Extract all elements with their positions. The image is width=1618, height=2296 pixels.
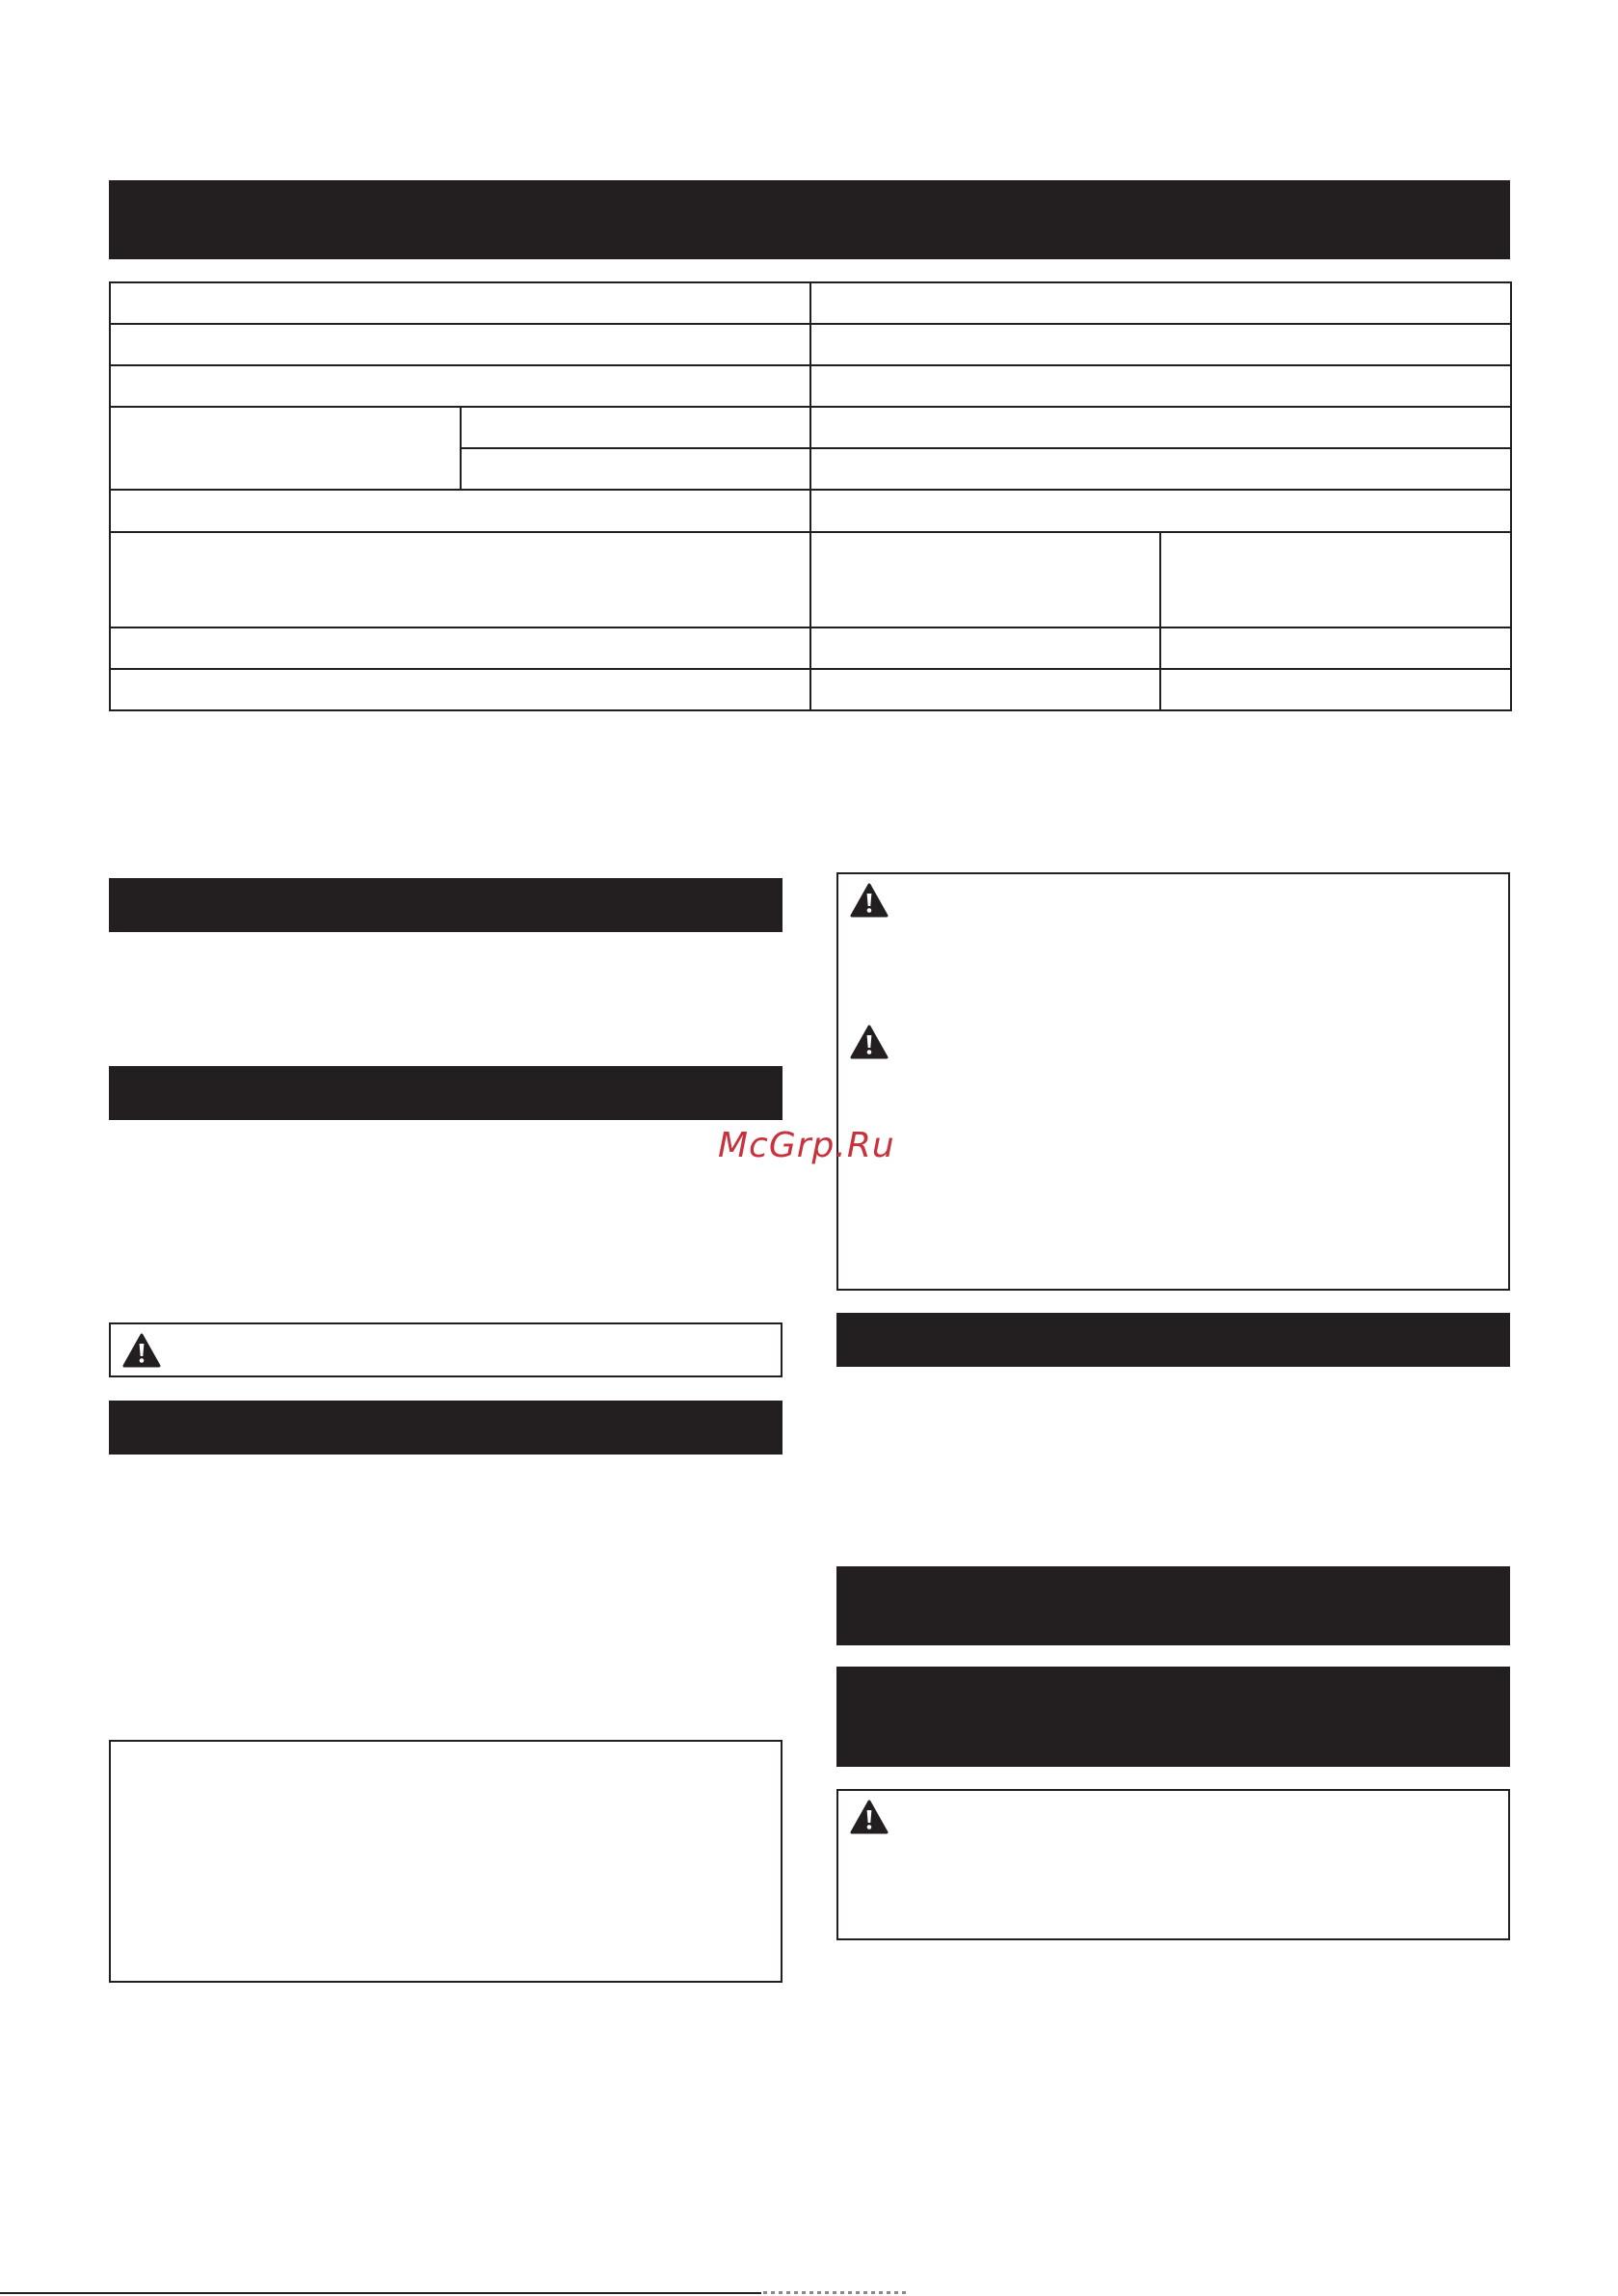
warning-triangle-icon	[850, 1800, 889, 1834]
table-row	[110, 669, 1511, 710]
table-cell	[1160, 669, 1511, 710]
table-cell	[810, 627, 1160, 669]
watermark-text: McGrp.Ru	[718, 1126, 895, 1165]
table-cell	[110, 627, 810, 669]
table-row	[110, 282, 1511, 324]
table-cell	[110, 407, 461, 490]
table-cell	[810, 365, 1511, 407]
section-heading-bar	[836, 1667, 1510, 1767]
table-cell	[810, 532, 1160, 627]
warning-box	[109, 1322, 782, 1377]
table-cell	[810, 448, 1511, 490]
table-cell	[110, 669, 810, 710]
bottom-rule	[0, 2292, 761, 2294]
table-row	[110, 532, 1511, 627]
bottom-dotted-mark	[763, 2291, 908, 2294]
table-cell	[810, 282, 1511, 324]
table-row	[110, 407, 1511, 448]
table-cell	[810, 407, 1511, 448]
specifications-heading-bar	[109, 180, 1510, 259]
warning-box	[836, 872, 1510, 1291]
table-row	[110, 490, 1511, 532]
warning-box	[836, 1789, 1510, 1940]
section-heading-bar	[109, 1066, 782, 1120]
table-cell	[810, 669, 1160, 710]
warning-triangle-icon	[122, 1333, 161, 1368]
section-heading-bar	[109, 1401, 782, 1455]
table-cell	[110, 365, 810, 407]
table-cell	[1160, 532, 1511, 627]
section-heading-bar	[109, 878, 782, 932]
table-cell	[110, 324, 810, 365]
table-cell	[110, 532, 810, 627]
warning-triangle-icon	[850, 1025, 889, 1059]
table-cell	[810, 324, 1511, 365]
table-cell	[461, 448, 810, 490]
warning-triangle-icon	[850, 883, 889, 918]
section-heading-bar	[836, 1313, 1510, 1367]
section-heading-bar	[836, 1566, 1510, 1645]
table-cell	[1160, 627, 1511, 669]
specifications-table	[109, 281, 1512, 711]
table-cell	[810, 490, 1511, 532]
table-cell	[110, 282, 810, 324]
table-cell	[461, 407, 810, 448]
table-cell	[110, 490, 810, 532]
table-row	[110, 627, 1511, 669]
table-row	[110, 365, 1511, 407]
table-row	[110, 324, 1511, 365]
notice-box	[109, 1740, 782, 1983]
